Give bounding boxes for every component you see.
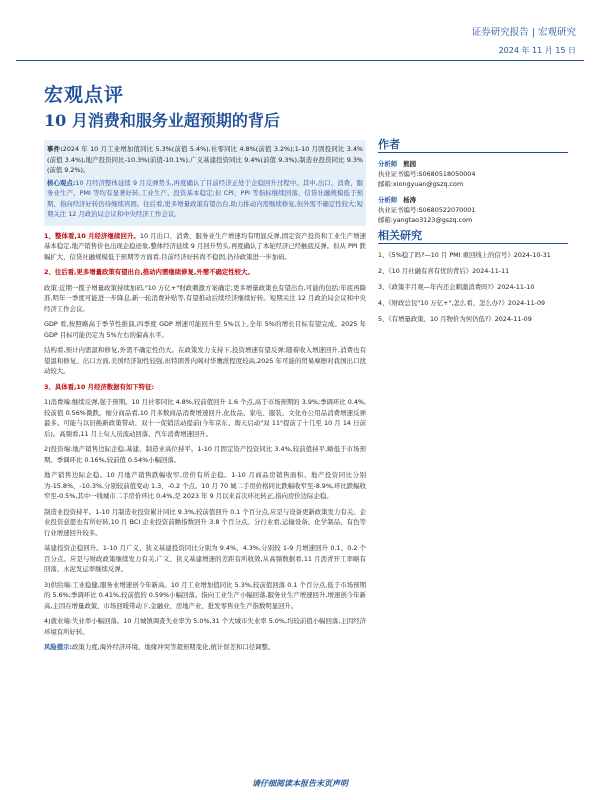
analyst-email[interactable]: 邮箱:yangtao3123@gszq.com [378,216,473,224]
section-1-heading: 1、整体看,10 月经济继续回升。 [44,231,140,240]
risk-note [44,642,366,653]
analyst-email[interactable]: 邮箱:xiongyuan@gszq.com [378,180,464,188]
related-report-link[interactable]: 2、《10 月社融有喜有忧的背后》2024-11-11 [378,267,510,275]
section-3-item: 地产销售边际企稳。10 月地产销售跌幅收窄,房价有所企稳。1-10 月商品房销售面积、地产投资同比分别为-15.8%、-10.3%,分别较前值变动 1.3、-0.2 个点。10 月 70 城二手房价格同比跌幅收窄至-8.9%,环比跌幅收窄至-0.5%,其中一线城市二手房价环比 0.4%,是 2023 年 9 月以来首次环比转正,指向房价边际企稳。 [44,471,366,500]
analyst-name: 熊园 [403,160,417,168]
report-series: 证券研究报告 | 宏观研究 [471,27,576,38]
section-2-item: 结构看,预计内需温和修复,外需不确定性仍大。在政策发力支持下,投资增速有望反弹;随着收入增速回升,消费也有望温和修复。出口方面,美国经济韧性较强,但特朗普内阁对华鹰派程度较高,2025 年可能的贸易摩擦对我国出口扰动较大。 [44,346,366,375]
event-label: 事件: [47,145,63,153]
related-report-link[interactable]: 3、《政策半月观—年内还会刺激消费吗?》2024-11-10 [378,283,535,291]
core-text: 10 月经济整体延续 9 月反弹势头,再度确认了目前经济正处于企稳回升过程中。其中,出口、消费、服务业生产、PMI 等均有显著好转,工业生产、投资基本稳定;但 CPI、PPI 等指标继续回落、信贷社融规模低于预期、指向经济好转仍待继续巩固。往后看,更多增量政策有望出台,助力推动内需继续修复,但外需不确定性较大;短期关注 12 月政治局会议和中央经济工作会议。 [47,178,363,218]
analyst-license: 执业证书编号:S0680518050004 [378,170,476,178]
section-3-item: 4)就业端:失业率小幅回落。10 月城镇调查失业率为 5.0%,31 个大城市失业率 5.0%,均较前值小幅回落,主因经济环境有所好转。 [44,617,366,636]
main-content [44,140,366,658]
event-text: 2024 年 10 月工业增加值同比 5.3%(前值 5.4%),社零同比 4.8%(前值 3.2%);1-10 月固投同比 3.4%(前值 3.4%),地产投资同比-10.3%(前值-10.1%),广义基建投资同比 9.4%(前值 9.3%),制造业投资同比 9.3%(前值 9.2%)。 [47,145,363,174]
section-2-item: GDP 看,按照略高于季节性推演,四季度 GDP 增速可能回升至 5%以上,全年 5%的增长目标有望完成。2025 年 GDP 目标可能仍定为 5%左右的偏高水平。 [44,320,366,339]
related-report-link[interactable]: 1、《5%稳了吗?—10 月 PMI 重回线上的信号》2024-10-31 [378,251,551,259]
related-report-link[interactable]: 4、《财政总包"10 万亿+",怎么看、怎么办?》2024-11-09 [378,299,546,307]
section-1 [44,231,366,263]
section-3-item: 制造业投资持平。1-10 月制造业投资累计同比 9.3%,较前值回升 0.1 个百分点,应是与设备更新政策发力有关。企业投资意愿也有所好转,10 月 BCI 企业投资前瞻指数回升 3.8 个百分点。分行业看,运输设备、化学制品、有色等行业增速回升较多。 [44,507,366,537]
section-1-text: 10 月出口、消费、服务业生产增速均有明显反弹,固定资产投资和工业生产增速基本稳定,地产销售价也出现企稳迹象,整体经济延续 9 月回升势头,再度确认了本轮经济已经触底反弹。但从 PPI 跌幅扩大、信贷社融规模低于预期等方面看,目前经济好转尚不稳固,仍待政策进一步加码。 [44,231,366,261]
analyst-license: 执业证书编号:S0680522070001 [378,206,476,214]
analyst-role: 分析师 [378,196,398,204]
event-summary [44,140,366,226]
risk-text: 政策力度,海外经济环境、地缘冲突等超预期变化,统计误差和口径调整。 [72,643,275,651]
section-3-item: 2)投资端:地产销售边际企稳,基建、制造业高位持平。1-10 月固定资产投资同比 3.4%,较前值持平,略低于市场预期。季调环比 0.16%,较前值 0.54%小幅回落。 [44,445,366,464]
report-date: 2024 年 11 月 15 日 [498,46,576,55]
analyst-card [378,159,568,189]
analyst-card [378,195,568,225]
analyst-role: 分析师 [378,160,398,168]
section-2-heading: 2、往后看,更多增量政策有望出台,推动内需继续修复,外需不确定性较大。 [44,268,254,276]
sidebar [378,140,568,330]
footer-disclaimer: 请仔细阅读本报告末页声明 [252,779,348,788]
section-3-item: 3)供给端:工业稳健,服务业增速创今年新高。10 月工业增加值同比 5.3%,较前值回落 0.1 个百分点,低于市场预期的 5.6%;季调环比 0.41%,较前值的 0.59%小幅回落。指向工业生产小幅回落,服务业生产增速回升,增速创今年新高,主因在增量政策、市场回暖带动下,金融业、房地产业、批发零售业生产指数明显回升。 [44,580,366,610]
core-label: 核心观点: [47,178,76,187]
related-report-link[interactable]: 5、《有增量政策、10 月物价为何仍低?》2024-11-09 [378,315,532,323]
section-3-item: 基建投资企稳回升。1-10 月广义、狭义基建投资同比分别为 9.4%、4.3%,分别较 1-9 月增速回升 0.1、0.2 个百分点。应是与财政政策继续发力有关,广义、狭义基建增速的差距有所收敛,从高频数据看,11 月沥青开工率略有回落、水泥发运率继续反弹。 [44,544,366,573]
authors-heading: 作者 [378,140,568,153]
analyst-name: 杨涛 [403,196,417,204]
section-3-item: 1)消费端:继续反弹,强于预期。10 月社零同比 4.8%,较前值回升 1.6 个点,高于市场预期的 3.9%;季调环比 0.4%,较前值 0.56%微跌。细分商品看,10 月多数商品消费增速回升,化妆品、家电、服装、文化办公用品消费增速反弹最多。可能与以旧换新政策带动、双十一促销活动提前(今年京东、淘天启动"双 11"提前了十几至 10 月 14 日前后)。高频看,11 月上旬人员流动回落、汽车消费增速回升。 [44,398,366,438]
section-3-heading: 3、具体看,10 月经济数据有如下特征: [44,382,155,391]
risk-label: 风险提示: [44,643,73,651]
page-title: 10 月消费和服务业超预期的背后 [44,111,280,130]
related-heading: 相关研究 [378,231,568,244]
report-category: 宏观点评 [44,84,125,106]
section-2-item: 政策:近期一揽子增量政策持续加码,"10 万亿+"财政刺激方案确定;更多增量政策也有望出台,可能的包括:年底再降准,明年一季度可能进一步降息,新一轮消费补贴等,有望推动后续经济继续好转。短期关注 12 月政治局会议和中央经济工作会议。 [44,283,366,313]
header-divider [16,60,584,61]
report-type [472,24,576,56]
